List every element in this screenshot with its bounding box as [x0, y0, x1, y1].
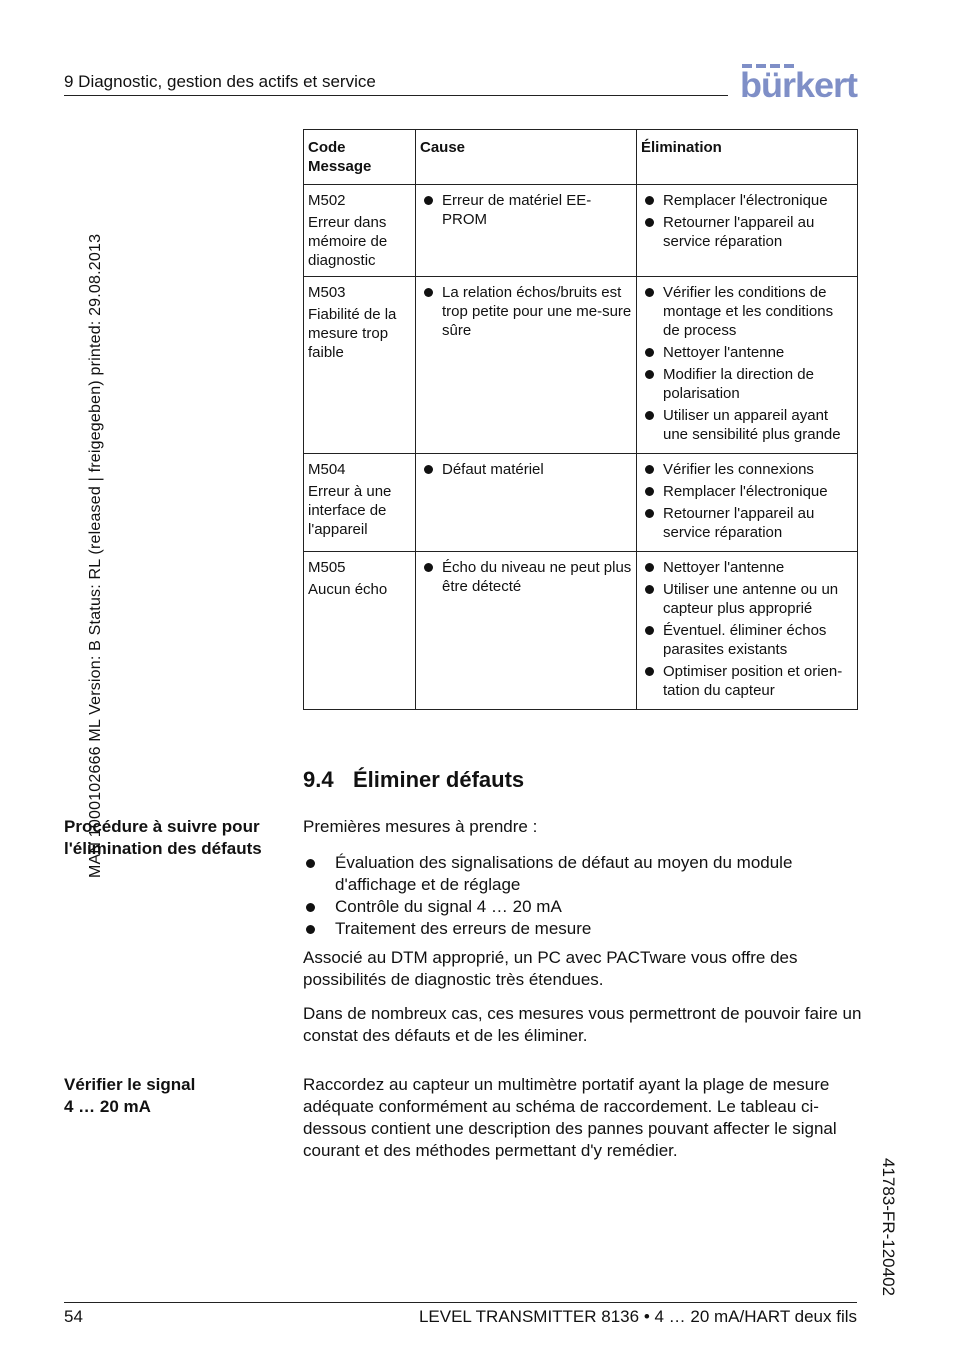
paragraph-constat: Dans de nombreux cas, ces mesures vous permettront de pouvoir faire un constat des défauts et de les éliminer. [303, 1004, 862, 1045]
intro-text: Premières mesures à prendre : [303, 817, 538, 836]
side-label-signal-line2: 4 … 20 mA [64, 1097, 151, 1116]
chapter-header: 9 Diagnostic, gestion des actifs et service [64, 72, 376, 91]
elimination-item: Éventuel. éliminer échos parasites existants [641, 621, 853, 659]
elimination-item: Utiliser une antenne ou un capteur plus approprié [641, 580, 853, 618]
paragraph-dtm: Associé au DTM approprié, un PC avec PACTware vous offre des possibilités de diagnostic très étendues. [303, 948, 798, 989]
cause-item: Écho du niveau ne peut plus être détecté [420, 558, 632, 596]
table-row [304, 552, 858, 710]
list-item: Évaluation des signalisations de défaut au moyen du module d'affichage et de réglage [303, 852, 863, 896]
error-message: Erreur à une interface de l'appareil [308, 483, 392, 538]
elimination-item: Retourner l'appareil au service réparation [641, 504, 853, 542]
elimination-item: Remplacer l'électronique [641, 482, 853, 501]
first-measures-list [303, 852, 863, 940]
elimination-item: Modifier la direction de polarisation [641, 365, 853, 403]
table-row [304, 454, 858, 552]
side-label-signal [64, 1074, 292, 1118]
error-message-table [303, 129, 858, 710]
error-message: Fiabilité de la mesure trop faible [308, 306, 397, 361]
elimination-item: Optimiser position et orien-tation du capteur [641, 662, 853, 700]
cause-item: La relation échos/bruits est trop petite pour une me-sure sûre [420, 283, 632, 340]
list-item: Traitement des erreurs de mesure [303, 918, 863, 940]
error-code: M504 [308, 461, 346, 478]
elimination-item: Nettoyer l'antenne [641, 343, 853, 362]
footer-divider [64, 1302, 857, 1303]
section-title-text: Éliminer défauts [353, 767, 525, 792]
side-label-procedure: Procédure à suivre pour l'élimination des défauts [64, 817, 262, 858]
elimination-item: Nettoyer l'antenne [641, 558, 853, 577]
elimination-item: Vérifier les conditions de montage et les conditions de process [641, 283, 853, 340]
list-item: Contrôle du signal 4 … 20 mA [303, 896, 863, 918]
product-name: LEVEL TRANSMITTER 8136 • 4 … 20 mA/HART deux fils [418, 1307, 857, 1326]
error-code: M502 [308, 192, 346, 209]
header-code-label: Code [308, 139, 346, 156]
elimination-item: Utiliser un appareil ayant une sensibilité plus grande [641, 406, 853, 444]
paragraph-multimeter: Raccordez au capteur un multimètre portatif ayant la plage de mesure adéquate conformément au schéma de raccordement. Le tableau ci-dessous contient une description des pannes pouvant affecter le signal courant et des méthodes permettant d'y remédier. [303, 1075, 837, 1160]
error-code: M505 [308, 559, 346, 576]
page-number: 54 [64, 1307, 83, 1326]
document-id: 41783-FR-120402 [879, 1158, 898, 1296]
error-code: M503 [308, 284, 346, 301]
table-row [304, 277, 858, 454]
error-message: Aucun écho [308, 581, 388, 598]
brand-logo [740, 64, 858, 102]
section-title [303, 767, 524, 793]
elimination-item: Retourner l'appareil au service réparation [641, 213, 853, 251]
elimination-item: Vérifier les connexions [641, 460, 853, 479]
cause-item: Erreur de matériel EE-PROM [420, 191, 632, 229]
header-divider [64, 95, 728, 96]
side-label-signal-line1: Vérifier le signal [64, 1075, 196, 1094]
header-message-label: Message [308, 158, 372, 175]
elimination-item: Remplacer l'électronique [641, 191, 853, 210]
section-body [303, 816, 863, 1047]
brand-logo-text: bürkert [740, 66, 858, 102]
header-code [304, 130, 416, 185]
table-header-row [304, 130, 858, 185]
document-status-meta: MAN 1000102666 ML Version: B Status: RL (released | freigegeben) printed: 29.08.2013 [87, 233, 104, 878]
section-number: 9.4 [303, 767, 334, 792]
table-row [304, 185, 858, 277]
header-cause: Cause [416, 130, 637, 185]
error-message: Erreur dans mémoire de diagnostic [308, 214, 388, 269]
cause-item: Défaut matériel [420, 460, 632, 479]
header-elimination: Élimination [637, 130, 858, 185]
